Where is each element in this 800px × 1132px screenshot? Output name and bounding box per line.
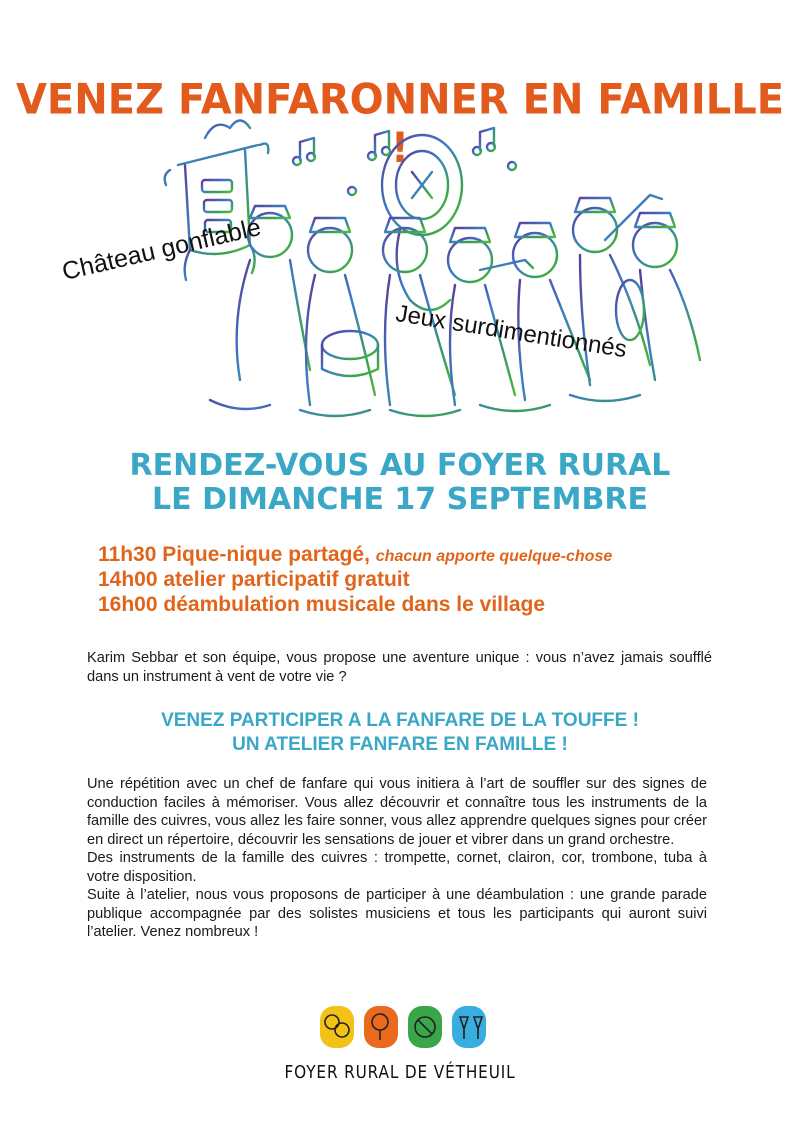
rendezvous-line1: RENDEZ-VOUS AU FOYER RURAL [129,448,671,483]
schedule-item-text: 16h00 déambulation musicale dans le village [98,593,546,616]
band-members [210,195,700,416]
cta-line1: VENEZ PARTICIPER A LA FANFARE DE LA TOUFFE ! [161,710,639,731]
label-jeux-surdimentionnes: Jeux surdimentionnés [393,300,629,364]
music-band-icon [408,1006,442,1048]
schedule-item [98,593,545,617]
theatre-masks-icon [320,1006,354,1048]
ping-pong-icon [364,1006,398,1048]
body-paragraph: Des instruments de la famille des cuivres : trompette, cornet, clairon, cor, trombone, tuba à votre disposition. [87,850,707,885]
intro-text: Karim Sebbar et son équipe, vous propose une aventure unique : vous n’avez jamais soufflé dans un instrument à vent de votre vie ? [87,650,712,685]
body-paragraph: Une répétition avec un chef de fanfare qui vous initiera à l’art de souffler sur des signes de conduction faciles à mémoriser. Vous allez découvrir et connaître tous les instruments de la famille des cuivres, vous allez les faire sonner, vous allez apprendre quelques signes pour créer en direct un répertoire, découvrir les sensations de jouer et vibrer dans un grand orchestre. [87,776,707,848]
drinks-icon [452,1006,486,1048]
rendezvous-line2: LE DIMANCHE 17 SEPTEMBRE [152,482,648,517]
organizer-name: FOYER RURAL DE VÉTHEUIL [284,1062,516,1083]
schedule-item-text: 14h00 atelier participatif gratuit [98,568,410,591]
schedule-item [98,543,612,567]
label-chateau-gonflable: Château gonflable [59,213,264,287]
schedule-item-text: 11h30 Pique-nique partagé, [98,543,370,566]
marching-band-illustration [150,110,710,425]
page-title: VENEZ FANFARONNER EN FAMILLE ! [15,75,785,173]
cta-line2: UN ATELIER FANFARE EN FAMILLE ! [232,734,568,755]
schedule-item-note: chacun apporte quelque-chose [375,548,613,565]
body-text [87,775,707,942]
intro-paragraph [87,649,712,686]
schedule-item [98,568,410,592]
foyer-rural-logo [318,1002,488,1052]
body-paragraph: Suite à l’atelier, nous vous proposons de participer à une déambulation : une grande parade publique accompagnée par des solistes musiciens et tous les participants qui auront suivi l’atelier. Venez nombreux ! [87,887,707,940]
